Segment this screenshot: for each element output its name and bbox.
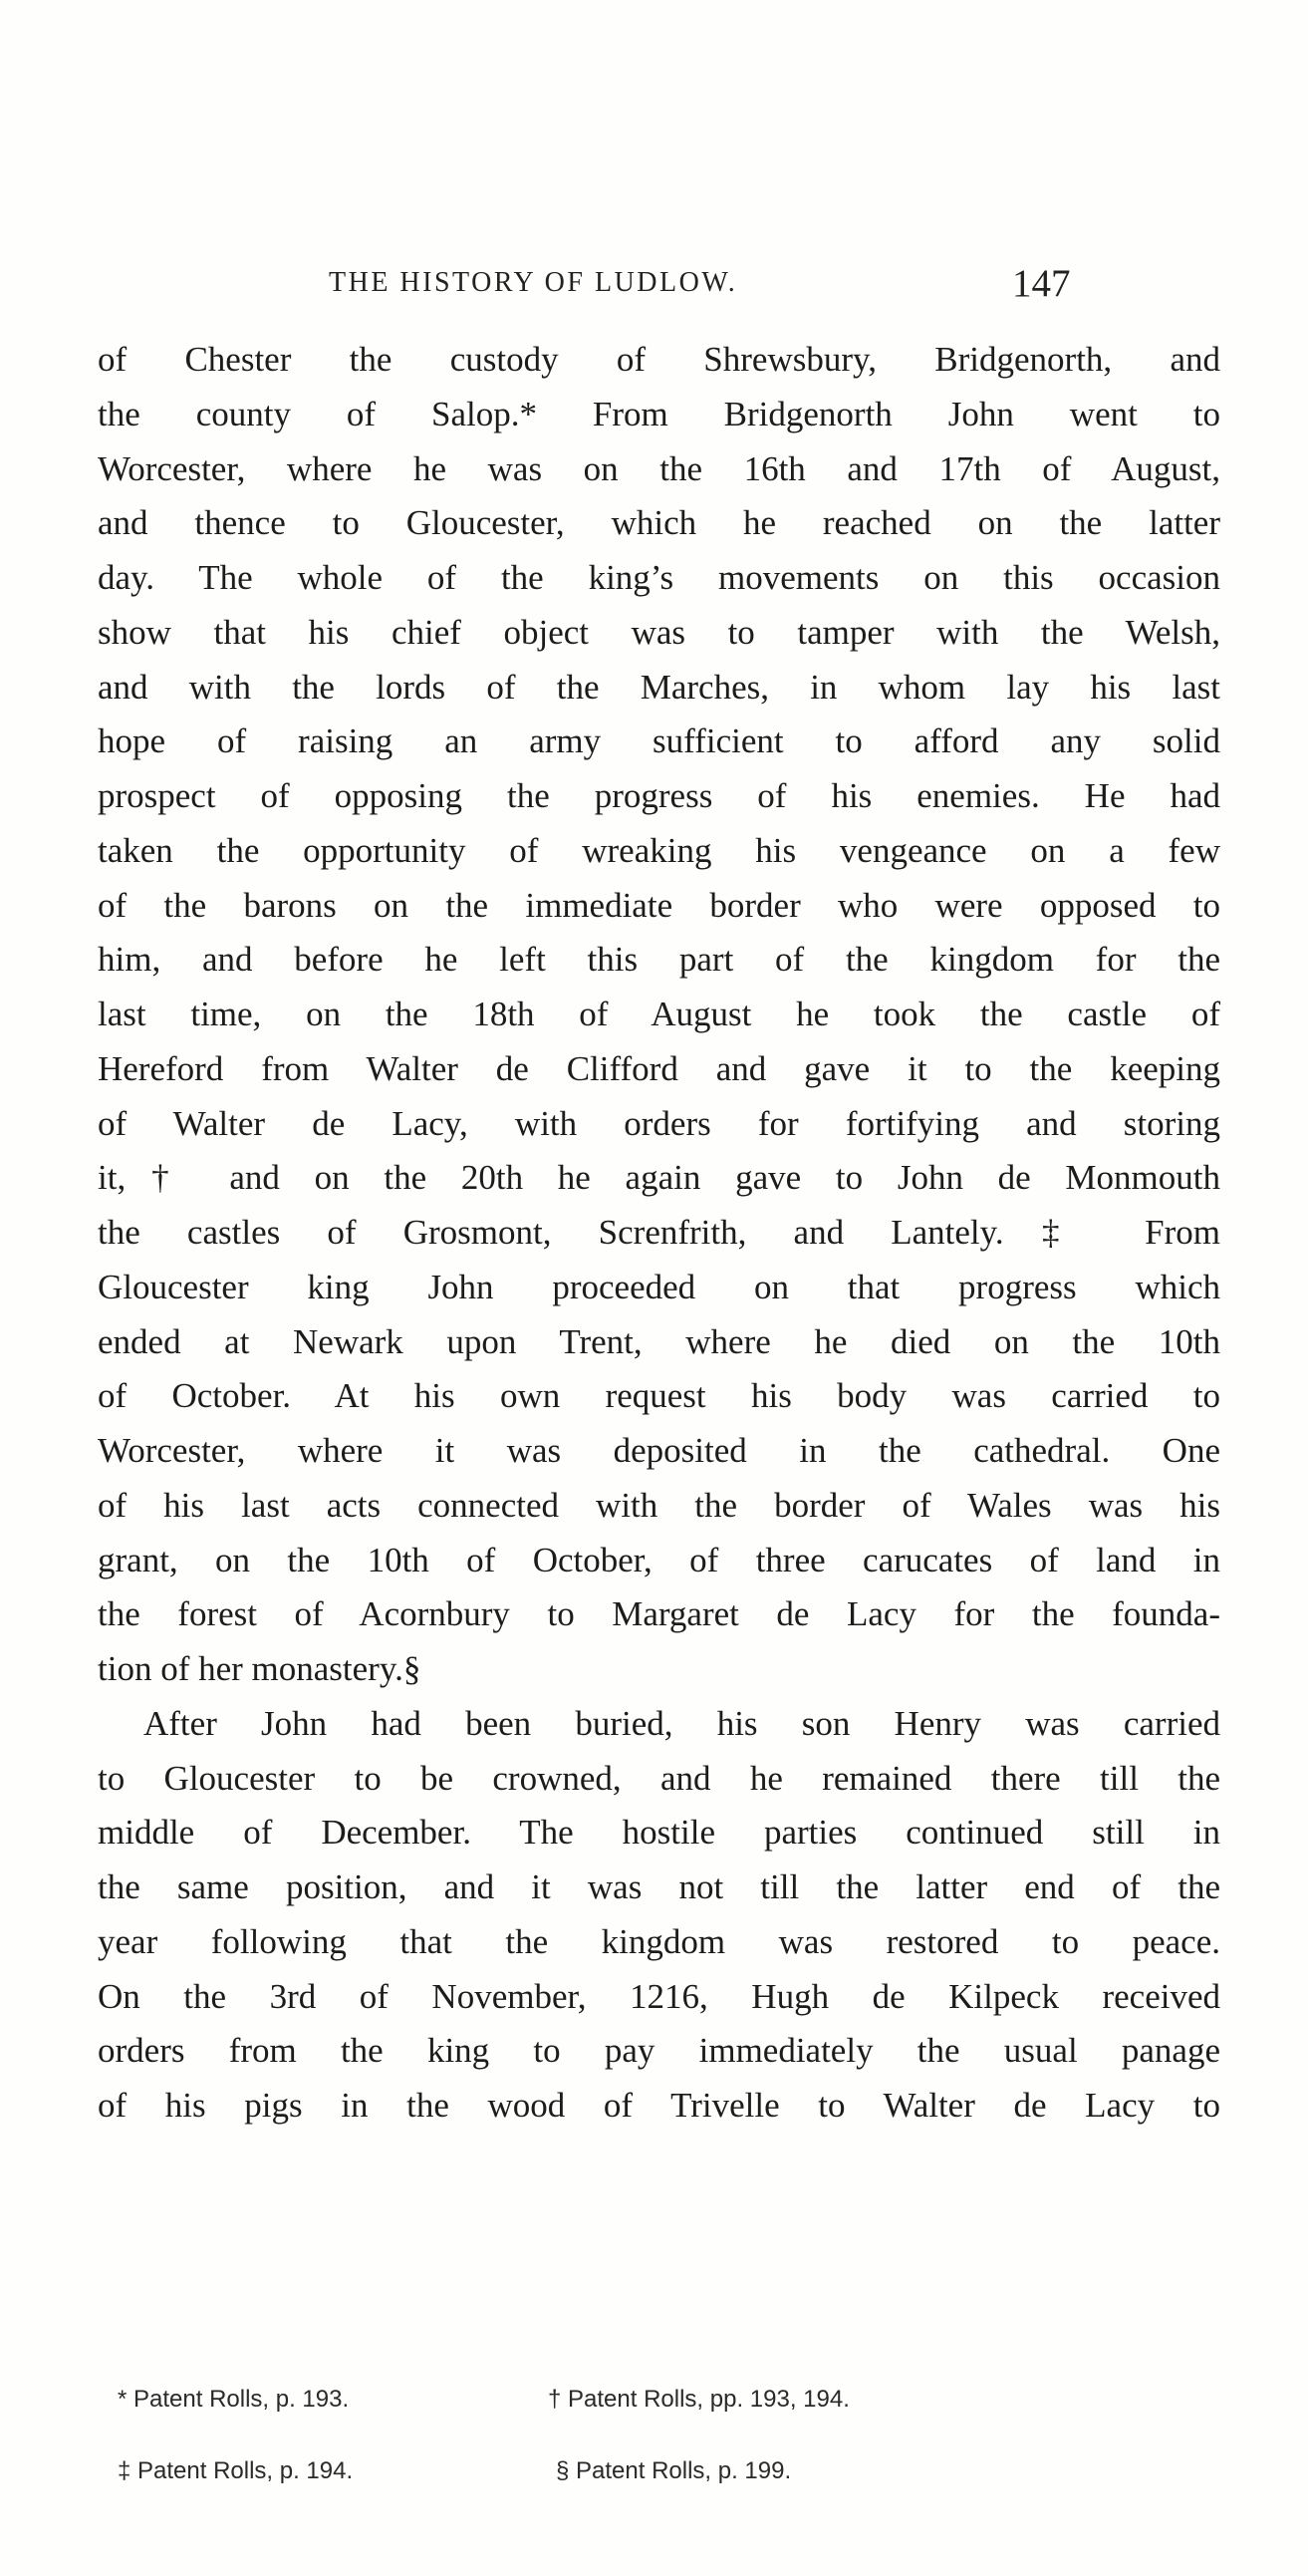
text-line: of October. At his own request his body was carried to	[98, 1376, 1220, 1416]
text-line: Hereford from Walter de Clifford and gave it to the keeping	[98, 1048, 1220, 1088]
text-line: and thence to Gloucester, which he reached on the latter	[98, 503, 1220, 543]
text-line: grant, on the 10th of October, of three carucates of land in	[98, 1540, 1220, 1579]
text-line: hope of raising an army sufficient to afford any solid	[98, 721, 1220, 761]
footnote: * Patent Rolls, p. 193.	[118, 2386, 350, 2413]
text-line: of Walter de Lacy, with orders for fortifying and storing	[98, 1103, 1220, 1143]
text-line: of his pigs in the wood of Trivelle to Walter de Lacy to	[98, 2086, 1220, 2125]
text-line-paragraph-end: tion of her monastery.§	[98, 1649, 421, 1688]
footnote: § Patent Rolls, p. 199.	[556, 2457, 792, 2484]
footnote: † Patent Rolls, pp. 193, 194.	[548, 2386, 850, 2413]
text-line: ended at Newark upon Trent, where he died on the 10th	[98, 1321, 1220, 1361]
footnotes	[98, 2386, 1220, 2525]
text-line: him, and before he left this part of the kingdom for the	[98, 940, 1220, 980]
text-line: the castles of Grosmont, Screnfrith, and Lantely.‡ From	[98, 1213, 1220, 1252]
text-line: Gloucester king John proceeded on that progress which	[98, 1267, 1220, 1306]
text-line: it,† and on the 20th he again gave to John de Monmouth	[98, 1158, 1220, 1198]
footnote: ‡ Patent Rolls, p. 194.	[118, 2457, 354, 2484]
text-line: to Gloucester to be crowned, and he remained there till the	[98, 1758, 1220, 1798]
text-line: the forest of Acornbury to Margaret de Lacy for the founda-	[98, 1594, 1220, 1634]
text-line: and with the lords of the Marches, in whom lay his last	[98, 667, 1220, 707]
text-line: On the 3rd of November, 1216, Hugh de Kilpeck received	[98, 1976, 1220, 2016]
page-number: 147	[1012, 262, 1071, 305]
text-line: the county of Salop.* From Bridgenorth John went to	[98, 394, 1220, 433]
text-line-paragraph-start: After John had been buried, his son Henry was carried	[143, 1703, 1220, 1743]
body-text	[98, 333, 1220, 2134]
text-line: of the barons on the immediate border who were opposed to	[98, 885, 1220, 925]
running-header	[0, 261, 1308, 311]
text-line: year following that the kingdom was restored to peace.	[98, 1921, 1220, 1961]
text-line: taken the opportunity of wreaking his vengeance on a few	[98, 830, 1220, 870]
text-line: Worcester, where it was deposited in the cathedral. One	[98, 1431, 1220, 1470]
text-line: last time, on the 18th of August he took the castle of	[98, 995, 1220, 1033]
text-line: the same position, and it was not till the latter end of the	[98, 1867, 1220, 1906]
text-line: day. The whole of the king’s movements on this occasion	[98, 558, 1220, 597]
text-line: middle of December. The hostile parties continued still in	[98, 1813, 1220, 1853]
text-line: prospect of opposing the progress of his enemies. He had	[98, 776, 1220, 815]
text-line: orders from the king to pay immediately the usual panage	[98, 2031, 1220, 2071]
text-line: of his last acts connected with the border of Wales was his	[98, 1485, 1220, 1525]
text-line: show that his chief object was to tamper with the Welsh,	[98, 612, 1220, 652]
text-line: of Chester the custody of Shrewsbury, Bridgenorth, and	[98, 340, 1220, 379]
text-line: Worcester, where he was on the 16th and 17th of August,	[98, 448, 1220, 488]
running-title: THE HISTORY OF LUDLOW.	[329, 267, 738, 298]
